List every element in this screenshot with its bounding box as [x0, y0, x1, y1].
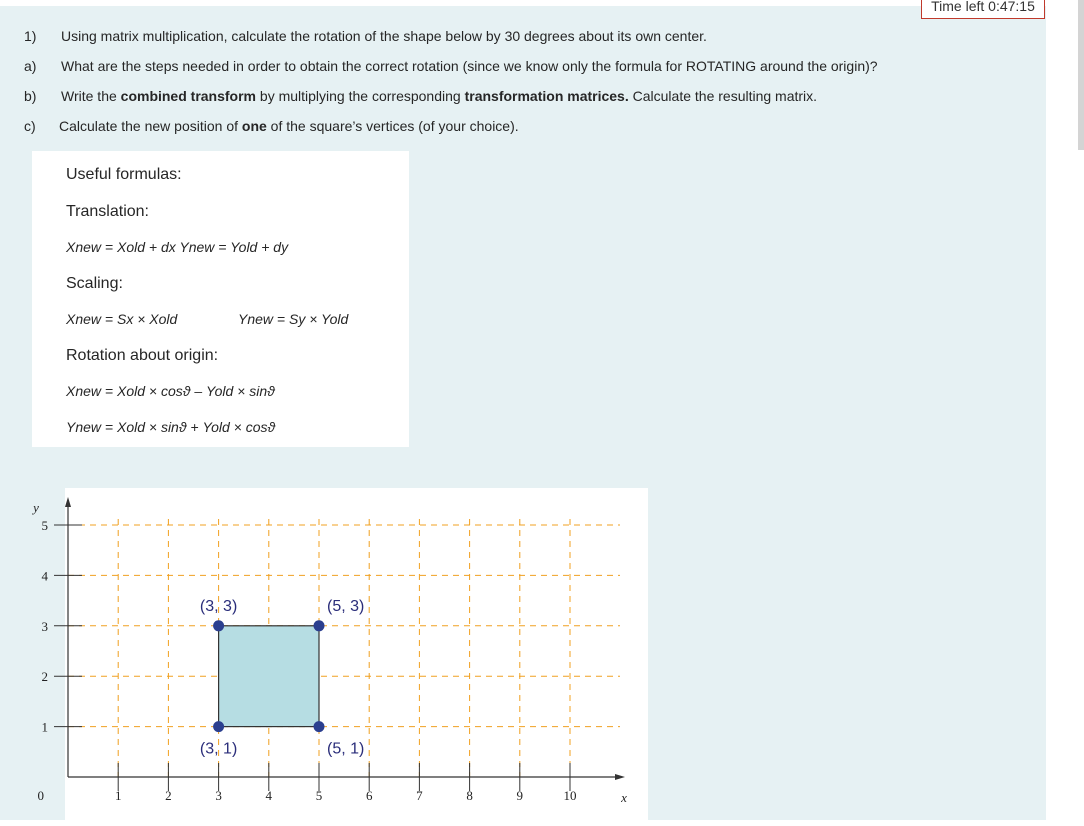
y-axis-arrow [65, 497, 71, 507]
timer-text: Time left 0:47:15 [931, 0, 1035, 14]
question-text: Using matrix multiplication, calculate the rotation of the shape below by 30 degrees about its own center. [61, 28, 707, 44]
scaling-label: Scaling: [66, 275, 123, 292]
bold-text-part: one [241, 118, 267, 134]
x-tick-label: 10 [563, 788, 577, 803]
origin-label: 0 [37, 788, 44, 803]
question-text [59, 116, 519, 136]
vertex-label: (5, 1) [327, 740, 365, 758]
timer-display [921, 0, 1045, 19]
y-tick-label: 1 [41, 719, 48, 735]
bold-text-part: combined transform [120, 88, 257, 104]
x-tick-label: 8 [466, 788, 473, 803]
x-tick-label: 1 [114, 788, 122, 803]
question-text [61, 86, 817, 106]
vertex-point [213, 721, 224, 732]
coordinate-graph [0, 488, 650, 826]
y-axis-label: y [33, 500, 39, 515]
graph-svg [0, 488, 650, 826]
scrollbar[interactable] [1078, 0, 1084, 150]
x-tick-label: 6 [365, 788, 373, 803]
question-number: 1) [24, 28, 37, 44]
question-number: a) [24, 58, 37, 74]
vertex-label: (5, 3) [327, 597, 365, 615]
x-tick-label: 2 [165, 788, 172, 803]
vertex-point [314, 620, 325, 631]
scaling-formula-y: Ynew = Sy × Yold [238, 311, 349, 327]
x-axis-label: x [621, 790, 627, 805]
translation-formula: Xnew = Xold + dx Ynew = Yold + dy [66, 239, 289, 255]
y-tick-label: 5 [41, 518, 48, 533]
x-tick-label: 3 [215, 788, 222, 803]
text-part: of the square’s vertices (of your choice). [266, 118, 519, 134]
translation-label: Translation: [66, 203, 149, 220]
x-tick-label: 7 [416, 788, 423, 803]
y-tick-label: 3 [41, 618, 48, 634]
x-tick-label: 5 [315, 788, 323, 803]
formula-box [32, 151, 409, 447]
vertex-label: (3, 3) [199, 597, 238, 615]
vertex-point [314, 721, 325, 732]
rotation-formula-y: Ynew = Xold × sinϑ + Yold × cosϑ [66, 419, 276, 435]
formulas-heading: Useful formulas: [66, 166, 182, 183]
rotation-formula-x: Xnew = Xold × cosϑ – Yold × sinϑ [66, 383, 275, 399]
vertex-point [213, 620, 224, 631]
text-part: Write the [61, 88, 121, 104]
y-tick-label: 4 [41, 568, 48, 584]
x-tick-label: 9 [516, 788, 524, 803]
bold-text-part: transformation matrices. [464, 88, 629, 104]
text-part: Calculate the new position of [59, 118, 242, 134]
text-part: by multiplying the corresponding [256, 88, 465, 104]
rotation-label: Rotation about origin: [66, 347, 219, 364]
vertex-label: (3, 1) [199, 740, 238, 758]
scaling-formula-x: Xnew = Sx × Xold [66, 311, 178, 327]
question-text: What are the steps needed in order to obtain the correct rotation (since we know only the formula for ROTATING around the origin)? [61, 58, 878, 74]
x-tick-label: 4 [265, 788, 273, 803]
square-shape [219, 626, 319, 727]
y-tick-label: 2 [41, 669, 48, 685]
x-axis-arrow [615, 774, 625, 780]
question-number: c) [24, 118, 36, 134]
question-number: b) [24, 88, 37, 104]
text-part: Calculate the resulting matrix. [628, 88, 818, 104]
